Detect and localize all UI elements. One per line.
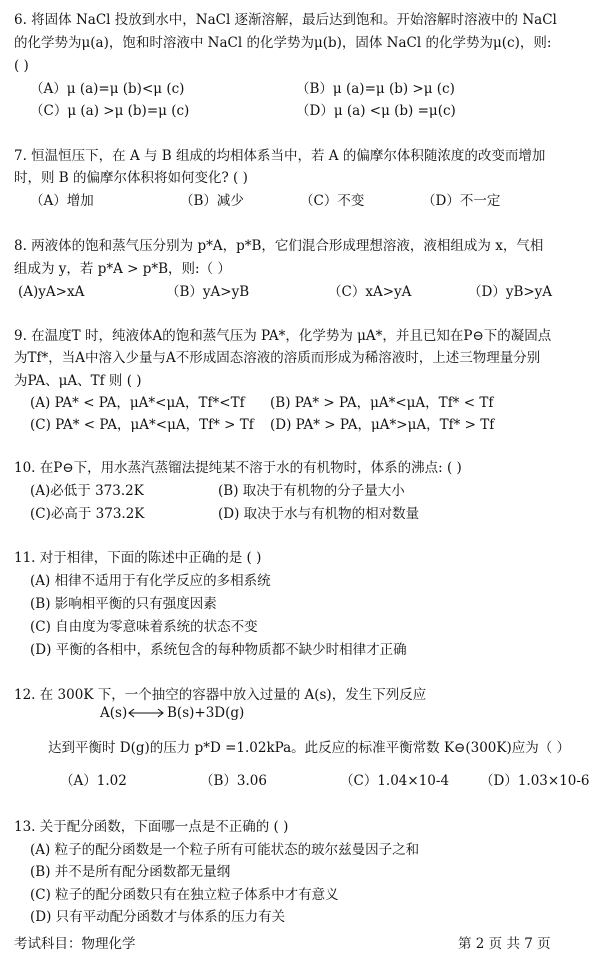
question-10-option-a: (A)必低于 373.2K <box>30 483 144 499</box>
question-10-option-b: (B) 取决于有机物的分子量大小 <box>218 483 405 499</box>
question-9-line-2: 为Tf*，当A中溶入少量与A不形成固态溶液的溶质而形成为稀溶液时，上述三物理量分别 <box>14 350 541 366</box>
question-9-option-b: (B) PA* > PA，μA*<μA，Tf* < Tf <box>270 395 494 411</box>
reaction-reactant: A(s) <box>100 705 128 721</box>
reaction-products: B(s)+3D(g) <box>167 705 245 721</box>
question-6-option-a: （A）μ (a)=μ (b)<μ (c) <box>30 81 185 97</box>
question-13-option-a: (A) 粒子的配分函数是一个粒子所有可能状态的玻尔兹曼因子之和 <box>30 842 420 858</box>
question-13-option-b: (B) 并不是所有配分函数都无量纲 <box>30 864 231 880</box>
question-7-option-b: （B）减少 <box>180 193 244 209</box>
question-9-line-1: 9. 在温度T 时，纯液体A的饱和蒸气压为 PA*，化学势为 μA*，并且已知在P⊖下的凝固点 <box>14 328 552 344</box>
question-6-line-1: 6. 将固体 NaCl 投放到水中，NaCl 逐渐溶解，最后达到饱和。开始溶解时溶液中的 NaCl <box>14 12 557 28</box>
question-8-option-c: （C）xA>yA <box>328 284 412 300</box>
question-8-line-1: 8. 两液体的饱和蒸气压分别为 p*A，p*B，它们混合形成理想溶液，液相组成为 x，气相 <box>14 238 544 254</box>
question-6-line-2: 的化学势为μ(a)，饱和时溶液中 NaCl 的化学势为μ(b)，固体 NaCl 的化学势为μ(c)，则: <box>14 35 552 51</box>
question-10-option-c: (C)必高于 373.2K <box>30 506 145 522</box>
question-8-option-d: （D）yB>yA <box>468 284 553 300</box>
question-12-line-1: 12. 在 300K 下，一个抽空的容器中放入过量的 A(s)，发生下列反应 <box>14 687 427 703</box>
question-12-option-b: （B）3.06 <box>200 773 267 789</box>
question-9-option-a: (A) PA* < PA，μA*<μA，Tf*<Tf <box>30 395 245 411</box>
question-6-line-3: ( ) <box>14 58 29 74</box>
question-13-option-c: (C) 粒子的配分函数只有在独立粒子体系中才有意义 <box>30 887 339 903</box>
footer-subject: 考试科目：物理化学 <box>14 936 136 952</box>
equilibrium-arrow-icon <box>127 708 165 718</box>
question-12-option-c: （C）1.04×10-4 <box>340 773 450 789</box>
question-11-line-1: 11. 对于相律，下面的陈述中正确的是 ( ) <box>14 550 262 566</box>
question-10-line-1: 10. 在P⊖下，用水蒸汽蒸镏法提纯某不溶于水的有机物时，体系的沸点: ( ) <box>14 460 462 476</box>
question-6-option-c: （C）μ (a) >μ (b)=μ (c) <box>30 103 190 119</box>
question-13-line-1: 13. 关于配分函数，下面哪一点是不正确的 ( ) <box>14 819 289 835</box>
question-7-option-c: （C）不变 <box>300 193 365 209</box>
question-7-line-1: 7. 恒温恒压下，在 A 与 B 组成的均相体系当中，若 A 的偏摩尔体积随浓度的改变而增加 <box>14 148 546 164</box>
question-11-option-b: (B) 影响相平衡的只有强度因素 <box>30 596 217 612</box>
footer-page-number: 第 2 页 共 7 页 <box>458 936 551 952</box>
question-11-option-d: (D) 平衡的各相中，系统包含的每种物质都不缺少时相律才正确 <box>30 642 407 658</box>
question-7-option-d: （D）不一定 <box>422 193 501 209</box>
question-7-option-a: （A）增加 <box>30 193 94 209</box>
question-8-option-a: (A)yA>xA <box>18 284 85 300</box>
question-9-option-c: (C) PA* < PA，μA*<μA，Tf* > Tf <box>30 417 254 433</box>
question-8-line-2: 组成为 y，若 p*A > p*B，则:（ ） <box>14 261 231 277</box>
question-10-option-d: (D) 取决于水与有机物的相对数量 <box>218 506 420 522</box>
question-6-option-b: （B）μ (a)=μ (b) >μ (c) <box>296 81 455 97</box>
question-12-option-d: （D）1.03×10-6 <box>480 773 590 789</box>
question-6-option-d: （D）μ (a) <μ (b) =μ(c) <box>296 103 456 119</box>
question-13-option-d: (D) 只有平动配分函数才与体系的压力有关 <box>30 909 286 925</box>
question-11-option-c: (C) 自由度为零意味着系统的状态不变 <box>30 619 258 635</box>
question-7-line-2: 时，则 B 的偏摩尔体积将如何变化? ( ) <box>14 170 248 186</box>
question-12-line-3: 达到平衡时 D(g)的压力 p*D =1.02kPa。此反应的标准平衡常数 K⊖(300K)应为（ ） <box>48 740 571 756</box>
question-9-option-d: (D) PA* > PA，μA*>μA，Tf* > Tf <box>270 417 495 433</box>
question-12-option-a: （A）1.02 <box>60 773 127 789</box>
question-11-option-a: (A) 相律不适用于有化学反应的多相系统 <box>30 573 271 589</box>
question-8-option-b: （B）yA>yB <box>166 284 250 300</box>
question-9-line-3: 为PA、μA、Tf 则 ( ) <box>14 373 142 389</box>
